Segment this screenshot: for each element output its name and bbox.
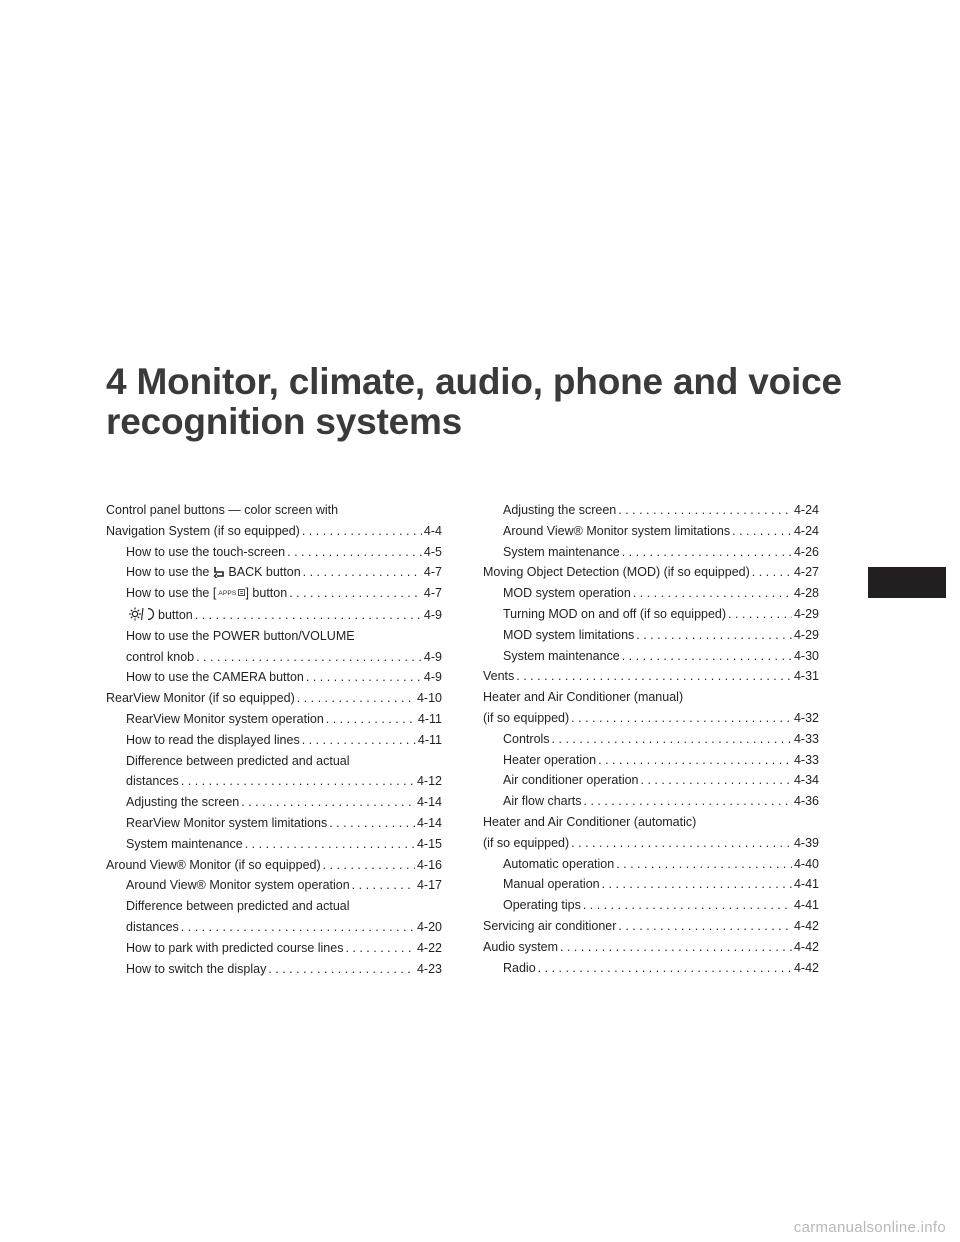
toc-entry-title: Radio — [503, 960, 536, 975]
toc-entry-title: How to read the displayed lines — [126, 732, 300, 747]
toc-page-number: 4-24 — [793, 523, 819, 538]
toc-page-number: 4-31 — [793, 669, 819, 684]
toc-entry-title-post: BACK button — [228, 565, 301, 580]
toc-entry-title: How to switch the display — [126, 961, 267, 976]
toc-page-number: 4-14 — [416, 795, 442, 810]
dot-leader — [616, 854, 792, 875]
toc-entry[interactable] — [106, 917, 442, 938]
toc-page-number: 4-33 — [793, 752, 819, 767]
toc-entry[interactable] — [483, 542, 819, 563]
dot-leader — [622, 542, 792, 563]
toc-page-number: 4-32 — [793, 710, 819, 725]
toc-entry-title: How to park with predicted course lines — [126, 940, 344, 955]
toc-entry-title — [126, 562, 301, 583]
toc-entry[interactable] — [106, 605, 442, 626]
dot-leader — [329, 813, 415, 834]
dot-leader — [583, 895, 792, 916]
dot-leader — [289, 583, 422, 604]
toc-entry-title-pre: How to use the — [126, 565, 210, 580]
dot-leader — [516, 666, 792, 687]
toc-page-number: 4-15 — [416, 836, 442, 851]
toc-entry-title — [126, 605, 193, 626]
dot-leader — [571, 833, 792, 854]
toc-entry[interactable] — [106, 500, 442, 521]
toc-page-number: 4-22 — [416, 940, 442, 955]
toc-entry[interactable] — [106, 626, 442, 647]
toc-page-number: 4-42 — [793, 939, 819, 954]
toc-entry-title-post: ] button — [245, 586, 288, 601]
toc-entry[interactable] — [483, 854, 819, 875]
toc-entry[interactable] — [106, 875, 442, 896]
dot-leader — [618, 916, 792, 937]
dot-leader — [345, 938, 415, 959]
dot-leader — [268, 959, 415, 980]
toc-entry-title: Moving Object Detection (MOD) (if so equipped) — [483, 565, 750, 580]
toc-entry[interactable] — [483, 500, 819, 521]
toc-page-number: 4-4 — [423, 523, 442, 538]
toc-entry[interactable] — [106, 896, 442, 917]
toc-page-number: 4-42 — [793, 918, 819, 933]
toc-entry-title: System maintenance — [503, 544, 620, 559]
toc-entry[interactable] — [483, 646, 819, 667]
dot-leader — [560, 937, 792, 958]
toc-entry[interactable] — [483, 895, 819, 916]
toc-entry[interactable] — [483, 750, 819, 771]
toc-entry[interactable] — [106, 730, 442, 751]
toc-entry[interactable] — [106, 667, 442, 688]
toc-page-number: 4-42 — [793, 960, 819, 975]
toc-entry-title: System maintenance — [126, 836, 243, 851]
toc-entry[interactable] — [483, 666, 819, 687]
toc-entry-title-pre: How to use the [ — [126, 586, 217, 601]
toc-entry-title: (if so equipped) — [483, 835, 570, 850]
dot-leader — [181, 771, 415, 792]
toc-entry[interactable] — [483, 916, 819, 937]
toc-page-number: 4-30 — [793, 648, 819, 663]
toc-entry-title: Servicing air conditioner — [483, 918, 617, 933]
toc-entry[interactable] — [483, 958, 819, 979]
toc-entry[interactable] — [483, 687, 819, 708]
dot-leader — [598, 750, 792, 771]
toc-page-number: 4-40 — [793, 856, 819, 871]
toc-page-number: 4-16 — [416, 857, 442, 872]
toc-entry[interactable] — [106, 792, 442, 813]
toc-entry-title: Navigation System (if so equipped) — [106, 523, 300, 538]
toc-entry[interactable] — [106, 562, 442, 583]
dot-leader — [195, 605, 422, 626]
toc-page-number: 4-41 — [793, 898, 819, 913]
toc-page-number: 4-10 — [416, 691, 442, 706]
toc-entry-title-post: button — [158, 607, 193, 622]
toc-entry-title: MOD system operation — [503, 586, 631, 601]
dot-leader — [287, 542, 422, 563]
dot-leader — [302, 521, 422, 542]
toc-entry-title: Control panel buttons — color screen with — [106, 503, 339, 517]
toc-page-number: 4-39 — [793, 835, 819, 850]
dot-leader — [633, 583, 792, 604]
dot-leader — [181, 917, 415, 938]
toc-entry[interactable] — [106, 583, 442, 605]
toc-entry-title: Manual operation — [503, 877, 600, 892]
toc-entry-title: Around View® Monitor system operation — [126, 878, 350, 893]
dot-leader — [602, 874, 792, 895]
toc-entry[interactable] — [106, 834, 442, 855]
toc-entry[interactable] — [106, 751, 442, 772]
toc-page-number: 4-33 — [793, 731, 819, 746]
toc-page-number: 4-20 — [416, 919, 442, 934]
apps-icon: APPS — [218, 590, 237, 598]
dot-leader — [245, 834, 415, 855]
toc-entry[interactable] — [483, 874, 819, 895]
dot-leader — [636, 625, 792, 646]
toc-entry-title: Around View® Monitor system limitations — [503, 523, 731, 538]
toc-page-number: 4-12 — [416, 774, 442, 789]
dot-leader — [297, 688, 415, 709]
dot-leader — [538, 958, 792, 979]
dot-leader — [241, 792, 415, 813]
dot-leader — [618, 500, 792, 521]
toc-entry-title: RearView Monitor system limitations — [126, 815, 328, 830]
toc-entry[interactable] — [106, 521, 442, 542]
toc-entry[interactable] — [483, 729, 819, 750]
dot-leader — [196, 647, 422, 668]
toc-entry[interactable] — [483, 770, 819, 791]
toc-page-number: 4-41 — [793, 877, 819, 892]
toc-entry-title: distances — [126, 919, 179, 934]
toc-page-number: 4-9 — [423, 607, 442, 622]
toc-page-number: 4-29 — [793, 627, 819, 642]
toc-entry-title: Operating tips — [503, 898, 581, 913]
toc-page-number: 4-26 — [793, 544, 819, 559]
toc-entry[interactable] — [483, 562, 819, 583]
toc-page-number: 4-23 — [416, 961, 442, 976]
toc-entry[interactable] — [483, 812, 819, 833]
toc-entry-title: MOD system limitations — [503, 627, 635, 642]
dot-leader — [571, 708, 792, 729]
toc-entry-title: RearView Monitor system operation — [126, 711, 324, 726]
dot-leader — [323, 855, 415, 876]
toc-entry[interactable] — [106, 647, 442, 668]
toc-entry-title: Around View® Monitor (if so equipped) — [106, 857, 321, 872]
toc-page-number: 4-7 — [423, 565, 442, 580]
chapter-title-line-2: recognition systems — [106, 401, 463, 442]
toc-entry-title — [126, 583, 287, 605]
toc-page-number: 4-9 — [423, 670, 442, 685]
toc-page-number: 4-34 — [793, 773, 819, 788]
toc-entry-title: Adjusting the screen — [503, 503, 617, 517]
toc-page-number: 4-28 — [793, 586, 819, 601]
toc-page-number: 4-7 — [423, 586, 442, 601]
toc-entry-title: Turning MOD on and off (if so equipped) — [503, 606, 727, 621]
dot-leader — [584, 791, 792, 812]
toc-entry[interactable] — [483, 583, 819, 604]
toc-entry-title: RearView Monitor (if so equipped) — [106, 691, 295, 706]
toc-entry-title: Adjusting the screen — [126, 795, 240, 810]
toc-entry-title: Heater operation — [503, 752, 597, 767]
dot-leader — [752, 562, 792, 583]
toc-page-number: 4-9 — [423, 649, 442, 664]
dot-leader — [303, 562, 422, 583]
toc-entry-title: Difference between predicted and actual — [126, 753, 350, 768]
toc-entry-title: Automatic operation — [503, 856, 615, 871]
dot-leader — [641, 770, 792, 791]
chapter-title — [106, 362, 866, 442]
toc-entry-title: Air flow charts — [503, 794, 582, 809]
toc-page-number: 4-11 — [417, 711, 442, 726]
brightness-day-night-icon — [129, 607, 155, 621]
toc-entry[interactable] — [483, 521, 819, 542]
toc-entry-title: Controls — [503, 731, 550, 746]
toc-entry[interactable] — [483, 937, 819, 958]
toc-left-column — [106, 500, 442, 979]
toc-right-column — [483, 500, 819, 978]
toc-entry-title: How to use the CAMERA button — [126, 670, 304, 685]
toc-entry-title: Heater and Air Conditioner (automatic) — [483, 814, 697, 829]
toc-entry[interactable] — [106, 855, 442, 876]
toc-entry[interactable] — [106, 688, 442, 709]
toc-page-number: 4-11 — [417, 732, 442, 747]
watermark: carmanualsonline.info — [793, 1219, 946, 1236]
toc-entry[interactable] — [483, 708, 819, 729]
dot-leader — [728, 604, 792, 625]
toc-page-number: 4-5 — [423, 544, 442, 559]
toc-page-number: 4-14 — [416, 815, 442, 830]
toc-entry[interactable] — [106, 813, 442, 834]
dot-leader — [622, 646, 792, 667]
dot-leader — [552, 729, 792, 750]
toc-entry-title: How to use the POWER button/VOLUME — [126, 628, 355, 643]
toc-entry[interactable] — [106, 959, 442, 980]
toc-entry[interactable] — [106, 542, 442, 563]
toc-entry-title: (if so equipped) — [483, 710, 570, 725]
toc-entry[interactable] — [483, 604, 819, 625]
dot-leader — [302, 730, 416, 751]
toc-entry-title: control knob — [126, 649, 195, 664]
toc-entry[interactable] — [106, 771, 442, 792]
toc-entry[interactable] — [483, 791, 819, 812]
chapter-title-line-1: 4 Monitor, climate, audio, phone and voice — [106, 361, 842, 402]
toc-entry-title: Air conditioner operation — [503, 773, 639, 788]
toc-page-number: 4-36 — [793, 794, 819, 809]
toc-page-number: 4-24 — [793, 503, 819, 517]
toc-page-number: 4-29 — [793, 606, 819, 621]
toc-page-number: 4-17 — [416, 878, 442, 893]
toc-page-number: 4-27 — [793, 565, 819, 580]
toc-entry[interactable] — [483, 833, 819, 854]
toc-entry[interactable] — [106, 938, 442, 959]
dot-leader — [326, 709, 416, 730]
toc-entry-title: How to use the touch-screen — [126, 544, 286, 559]
back-arrow-icon — [212, 566, 225, 578]
toc-entry-title: Heater and Air Conditioner (manual) — [483, 690, 684, 705]
dot-leader — [306, 667, 422, 688]
chapter-tab-marker — [868, 567, 946, 598]
toc-entry-title: Vents — [483, 669, 515, 684]
toc-entry[interactable] — [483, 625, 819, 646]
toc-entry-title: Audio system — [483, 939, 559, 954]
dot-leader — [732, 521, 792, 542]
toc-entry-title: distances — [126, 774, 179, 789]
toc-entry-title: System maintenance — [503, 648, 620, 663]
toc-entry[interactable] — [106, 709, 442, 730]
toc-entry-title: Difference between predicted and actual — [126, 899, 350, 914]
dot-leader — [352, 875, 415, 896]
